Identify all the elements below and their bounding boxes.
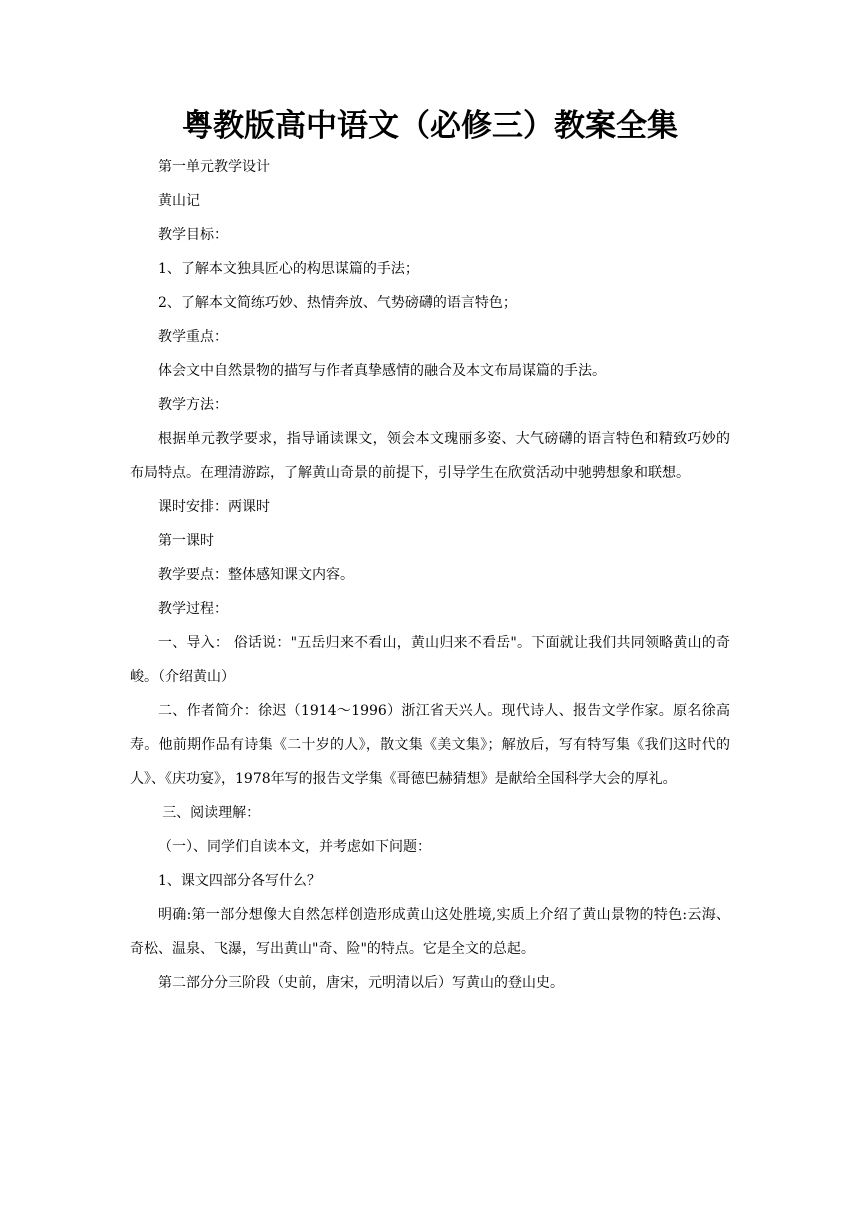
answer-text: 明确:第一部分想像大自然怎样创造形成黄山这处胜境,实质上介绍了黄山景物的特色:云海、奇松、温泉、飞瀑，写出黄山"奇、险"的特点。它是全文的总起。 [130,907,730,957]
lesson-title: 黄山记 [158,193,200,209]
objective-item: 2、了解本文简练巧妙、热情奔放、气势磅礴的语言特色； [158,295,517,311]
self-reading-text: （一）、同学们自读本文，并考虑如下问题： [158,839,431,855]
document-body [130,150,730,1000]
section-label-key-points: 教学重点： [158,329,228,345]
section-label-process: 教学过程： [158,601,228,617]
unit-heading: 第一单元教学设计 [158,159,270,175]
document-title: 粤教版高中语文（必修三）教案全集 [182,108,678,144]
question-item: 1、课文四部分各写什么？ [158,873,321,889]
intro-text: 一、导入： 俗话说："五岳归来不看山，黄山归来不看岳"。下面就让我们共同领略黄山的奇峻。（介绍黄山） [130,635,730,685]
answer-text-part-two: 第二部分分三阶段（史前，唐宋，元明清以后）写黄山的登山史。 [158,975,564,991]
objective-item: 1、了解本文独具匠心的构思谋篇的手法； [158,261,419,277]
section-label-methods: 教学方法： [158,397,228,413]
author-intro-text: 二、作者简介：徐迟（1914～1996）浙江省天兴人。现代诗人、报告文学作家。原名徐高寿。他前期作品有诗集《二十岁的人》，散文集《美文集》；解放后，写有特写集《我们这时代的人》、《庆功宴》，1978年写的报告文学集《哥德巴赫猜想》是献给全国科学大会的厚礼。 [130,703,730,787]
lesson-one-heading: 第一课时 [158,533,214,549]
reading-heading: 三、阅读理解： [162,805,261,821]
section-label-objectives: 教学目标： [158,227,228,243]
methods-text: 根据单元教学要求，指导诵读课文，领会本文瑰丽多姿、大气磅礴的语言特色和精致巧妙的布局特点。在理清游踪，了解黄山奇景的前提下，引导学生在欣赏活动中驰骋想象和联想。 [130,431,730,481]
key-points-text: 体会文中自然景物的描写与作者真挚感情的融合及本文布局谋篇的手法。 [158,363,606,379]
schedule-text: 课时安排：两课时 [158,499,270,515]
teaching-points-text: 教学要点：整体感知课文内容。 [158,567,354,583]
